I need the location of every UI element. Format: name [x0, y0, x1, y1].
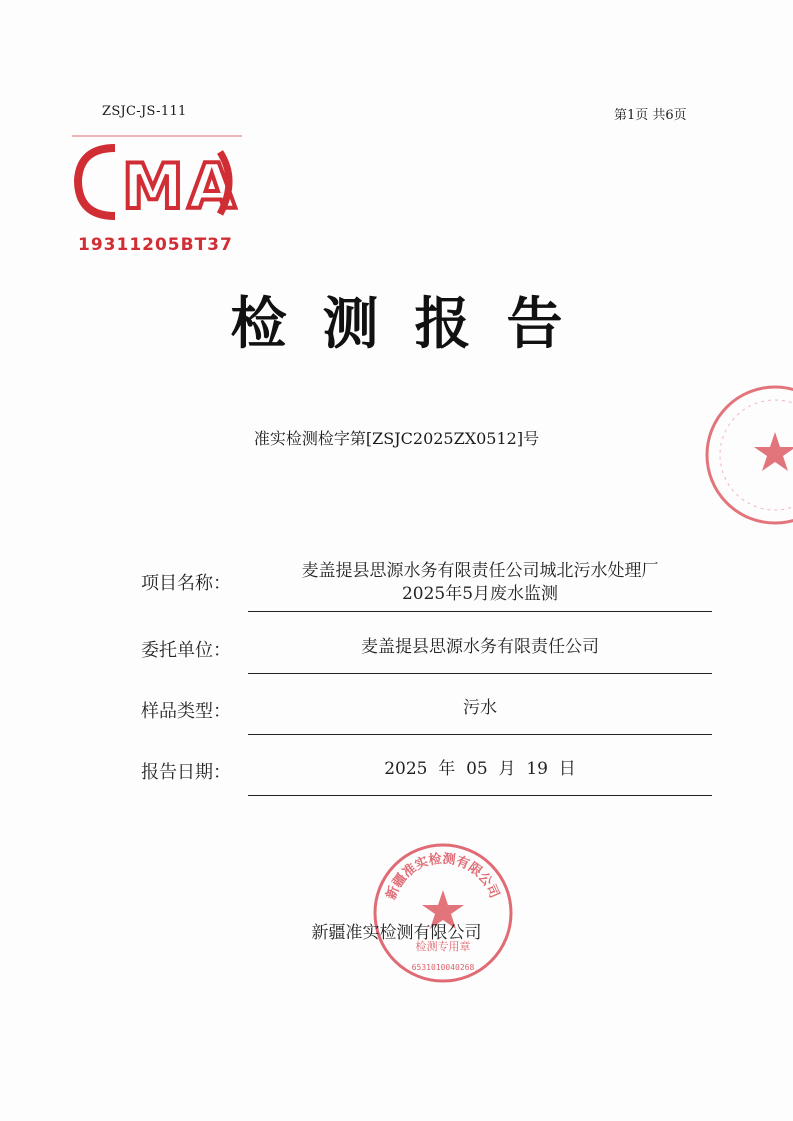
cma-frame: [72, 135, 242, 137]
company-name: 新疆准实检测有限公司: [311, 923, 482, 943]
sample-type-label: 样品类型：: [141, 701, 231, 722]
report-date-value: 2025 年 05 月 19 日: [384, 759, 576, 779]
cma-letters: MA: [122, 150, 240, 223]
seal-number: 6531010040268: [411, 963, 475, 972]
project-underline: [248, 611, 712, 612]
document-code: ZSJC-JS-111: [102, 104, 187, 119]
sample-type-underline: [248, 734, 712, 735]
report-title: 检测报告: [230, 292, 599, 357]
partial-seal: [700, 380, 793, 530]
report-date-underline: [248, 795, 712, 796]
project-value-line2: 2025年5月废水监测: [401, 584, 559, 604]
client-underline: [248, 673, 712, 674]
report-date-label: 报告日期：: [141, 762, 231, 783]
project-value-line1: 麦盖提县思源水务有限责任公司城北污水处理厂: [301, 561, 659, 581]
page-indicator: 第1页 共6页: [614, 108, 687, 123]
cma-c-shape: [78, 148, 115, 216]
client-value: 麦盖提县思源水务有限责任公司: [361, 637, 599, 657]
cma-code: 19311205BT37: [78, 235, 233, 255]
star-icon: [754, 432, 793, 471]
report-number: 准实检测检字第[ZSJC2025ZX0512]号: [253, 429, 540, 448]
project-label: 项目名称：: [141, 573, 231, 594]
client-label: 委托单位：: [141, 640, 231, 661]
seal-ring-text: 新疆准实检测有限公司: [383, 851, 502, 902]
cma-logo: [60, 130, 250, 265]
company-seal: [368, 838, 518, 988]
seal-inner-text: 检测专用章: [415, 940, 471, 953]
sample-type-value: 污水: [463, 698, 497, 718]
